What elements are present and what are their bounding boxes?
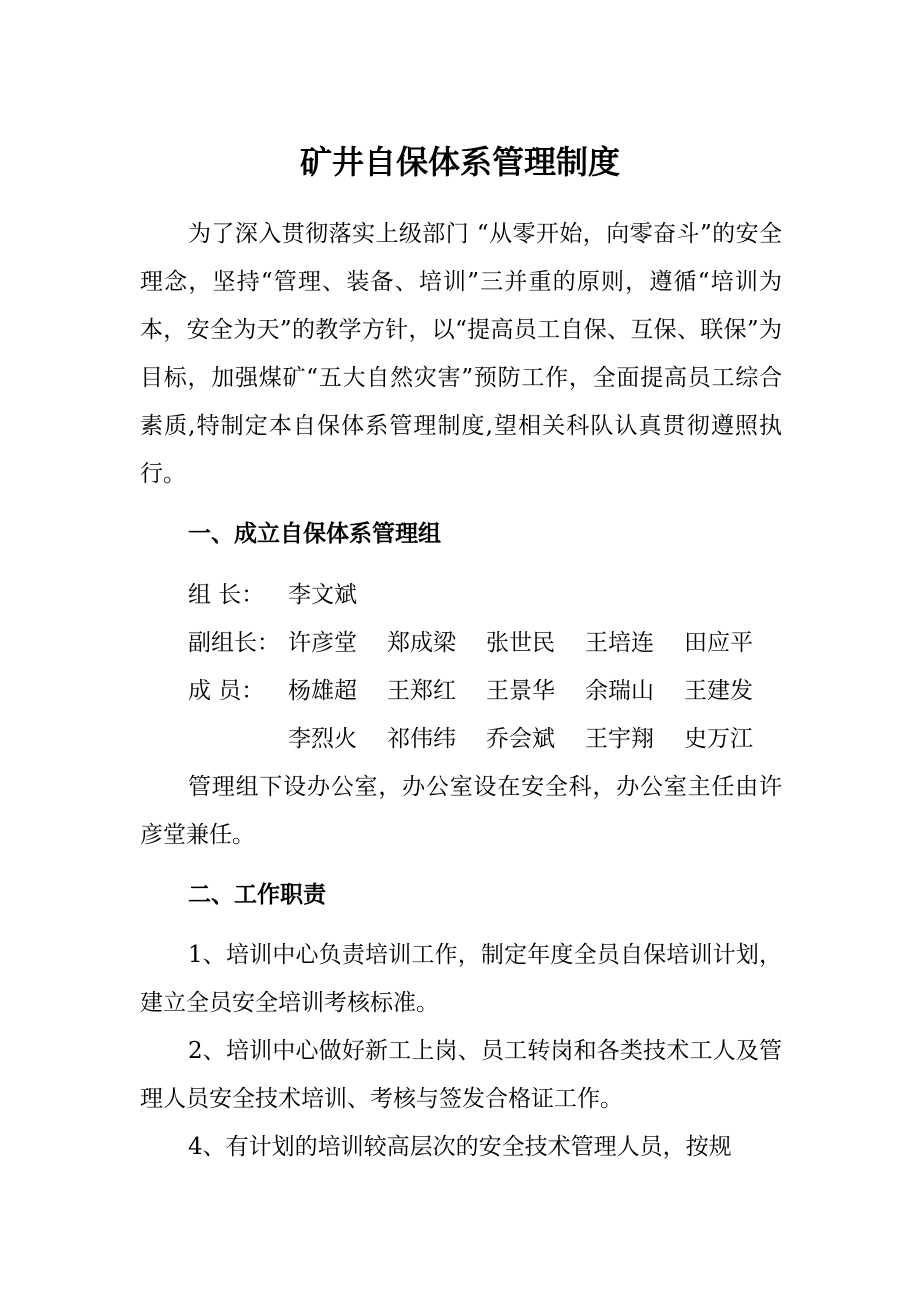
- deputy-name: 郑成梁: [387, 630, 456, 656]
- member-name: 祁伟纬: [387, 726, 456, 752]
- duty-item-1: 1、培训中心负责培训工作，制定年度全员自保培训计划，建立全员安全培训考核标准。: [140, 942, 782, 1016]
- leader-label: 组 长：: [188, 582, 265, 608]
- member-name: 王宇翔: [585, 726, 654, 752]
- deputy-row: [188, 627, 783, 659]
- duty-item-4: 4、有计划的培训较高层次的安全技术管理人员，按规: [188, 1134, 732, 1160]
- deputy-name: 许彦堂: [288, 630, 357, 656]
- member-name: 史万江: [684, 726, 753, 752]
- member-name: 李烈火: [288, 726, 357, 752]
- intro-paragraph: 为了深入贯彻落实上级部门 “从零开始，向零奋斗”的安全理念，坚持“管理、装备、培训”三并重的原则，遵循“培训为本，安全为天”的教学方针，以“提高员工自保、互保、联保”为目标，加强煤矿“五大自然灾害”预防工作，全面提高员工综合素质,特制定本自保体系管理制度,望相关科队认真贯彻遵照执行。: [140, 221, 782, 487]
- member-name: 余瑞山: [585, 678, 654, 704]
- member-name: 杨雄超: [288, 678, 357, 704]
- section2-heading: 二、工作职责: [188, 882, 326, 908]
- member-label: 成 员：: [188, 678, 265, 704]
- duty-item-2: 2、培训中心做好新工上岗、员工转岗和各类技术工人及管理人员安全技术培训、考核与签发合格证工作。: [140, 1038, 782, 1112]
- member-name: 乔会斌: [486, 726, 555, 752]
- member-row: [188, 675, 783, 707]
- leader-row: [188, 579, 387, 611]
- member-name: 王景华: [486, 678, 555, 704]
- office-note: 管理组下设办公室，办公室设在安全科，办公室主任由许彦堂兼任。: [140, 774, 782, 848]
- member-name: 王郑红: [387, 678, 456, 704]
- leader-name: 李文斌: [288, 582, 357, 608]
- deputy-name: 王培连: [585, 630, 654, 656]
- section1-heading: 一、成立自保体系管理组: [188, 521, 441, 547]
- deputy-label: 副组长：: [188, 630, 280, 656]
- member-name: 王建发: [684, 678, 753, 704]
- document-title: 矿井自保体系管理制度: [299, 143, 620, 181]
- member-row-2: [188, 723, 783, 755]
- deputy-name: 张世民: [486, 630, 555, 656]
- deputy-name: 田应平: [684, 630, 753, 656]
